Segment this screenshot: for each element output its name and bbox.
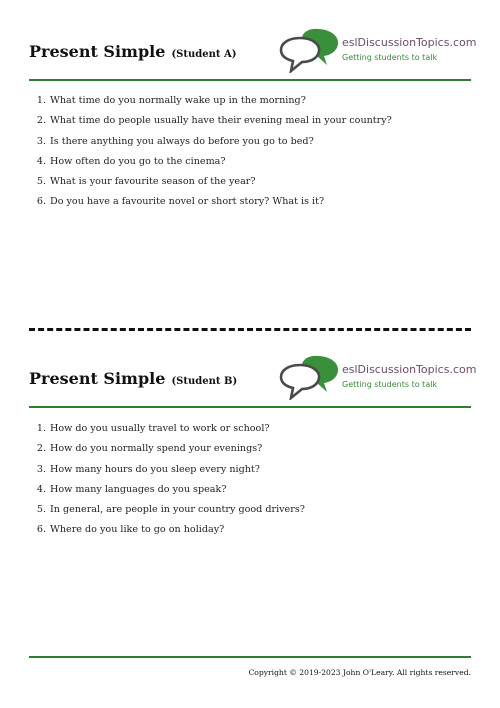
list-item: 3. How many hours do you sleep every night? <box>36 463 260 475</box>
title-text: Present Simple <box>29 369 166 388</box>
list-item: 4. How often do you go to the cinema? <box>36 155 226 167</box>
title-subtitle: (Student A) <box>171 49 237 60</box>
footer-divider <box>29 656 471 658</box>
section-header <box>29 25 477 81</box>
brand-tagline: Getting students to talk <box>342 53 438 62</box>
speech-bubbles-icon <box>279 27 341 73</box>
section-student-b <box>29 352 477 536</box>
section-header <box>29 352 477 408</box>
page-title <box>29 369 237 388</box>
speech-bubbles-icon <box>279 354 341 400</box>
list-item: 5. In general, are people in your country good drivers? <box>36 504 305 516</box>
question-list <box>29 419 305 541</box>
brand-logo <box>279 27 477 75</box>
title-subtitle: (Student B) <box>171 376 238 387</box>
title-text: Present Simple <box>29 42 166 61</box>
list-item: 1. What time do you normally wake up in the morning? <box>36 95 306 106</box>
list-item: 5. What is your favourite season of the year? <box>36 176 256 188</box>
brand-tagline: Getting students to talk <box>342 380 438 389</box>
list-item: 4. How many languages do you speak? <box>36 483 227 495</box>
page-title <box>29 42 237 61</box>
list-item: 2. What time do people usually have their evening meal in your country? <box>36 115 392 127</box>
list-item: 6. Do you have a favourite novel or short story? What is it? <box>36 196 325 208</box>
list-item: 3. Is there anything you always do before you go to bed? <box>36 135 314 147</box>
cut-line-divider <box>29 328 471 331</box>
section-student-a <box>29 25 477 208</box>
brand-name: eslDiscussionTopics.com <box>342 36 477 49</box>
copyright-notice: Copyright © 2019-2023 John O'Leary. All rights reserved. <box>248 668 471 677</box>
brand-name: eslDiscussionTopics.com <box>342 363 477 376</box>
question-list <box>29 91 392 213</box>
brand-logo <box>279 354 477 402</box>
list-item: 1. How do you usually travel to work or school? <box>36 423 270 434</box>
list-item: 2. How do you normally spend your evenings? <box>36 443 263 455</box>
list-item: 6. Where do you like to go on holiday? <box>36 524 225 536</box>
